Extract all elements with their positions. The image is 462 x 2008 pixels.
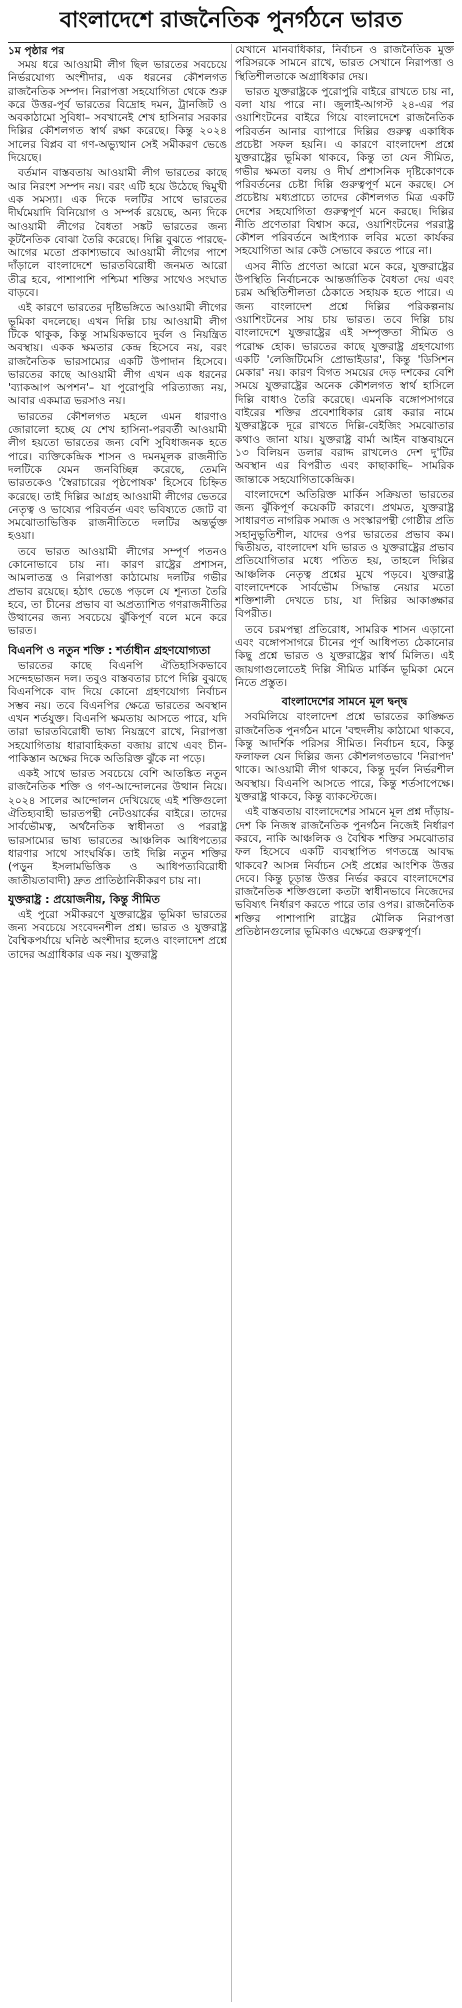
- article-headline: বাংলাদেশে রাজনৈতিক পুনর্গঠনে ভারত: [59, 7, 403, 33]
- paragraph: তবে ভারত আওয়ামী লীগের সম্পূর্ণ পতনও কোনোভাবে চায় না। কারণ রাষ্ট্রের প্রশাসন, আমলাতন্ত্র ও নিরাপত্তা কাঠামোয় দলটির গভীর প্রভাব রয়েছে। হঠাৎ ভেঙে পড়লে যে শূন্যতা তৈরি হবে, তা চীনের প্রভাব বা অপ্রত্যাশিত গণরাজনীতির উত্থানের জন্য সবচেয়ে ঝুঁকিপূর্ণ বলে মনে করে ভারত।: [8, 545, 227, 638]
- paragraph: বর্তমান বাস্তবতায় আওয়ামী লীগ ভারতের কাছে আর নিরংশ সম্পদ নয়। বরং এটি হয়ে উঠেছে দ্বিমুখী এক সমস্যা। এক দিকে দলটির সাথে ভারতের দীর্ঘমেয়াদি বিনিয়োগ ও সম্পর্ক রয়েছে, অন্য দিকে আওয়ামী লীগের বৈধতা সঙ্কট ভারতের জন্য কূটনৈতিক বোঝা তৈরি করেছে। দিল্লি বুঝতে পারছে- আগের মতো প্রকাশ্যভাবে আওয়ামী লীগের পাশে দাঁড়ালে বাংলাদেশে ভারতবিরোধী জনমত আরো তীব্র হবে, পাশাপাশি পশ্চিমা শক্তির সাথেও সংঘাত বাড়বে।: [8, 167, 227, 300]
- paragraph: ভারত যুক্তরাষ্ট্রকে পুরোপুরি বাইরে রাখতে চায় না, বলা যায় পারে না। জুলাই-আগস্ট ২৪-এর পর ওয়াশিংটনের বাইরে গিয়ে বাংলাদেশে রাজনৈতিক পরিবর্তন আনার ব্যাপারে দিল্লির গুরুত্ব একাধিক প্রচেষ্টা সফল হয়নি। এ কারণে বাংলাদেশ প্রশ্নে যুক্তরাষ্ট্রের ভূমিকা থাকবে, কিন্তু তা যেন সীমিত, গভীর ক্ষমতা বলয় ও দীর্ঘ প্রশাসনিক দৃষ্টিকোণকে পরিবর্তনের চেষ্টা দিল্লি গুরুত্বপূর্ণ মনে করছে। সে প্রচেষ্টায় মধ্যপ্রাচ্যে তাদের কৌশলগত মিত্র একটি দেশের সহযোগিতা গুরুত্বপূর্ণ মনে করছে। দিল্লির নীতি প্রণেতারা বিশ্বাস করে, ওয়াশিংটনের পররাষ্ট্র কৌশল পরিবর্তনে আইপ্যাক লবির মতো কার্যকর সহযোগিতা আর কেউ সেভাবে করতে পারে না।: [235, 85, 454, 258]
- headline-rule: [8, 42, 454, 43]
- paragraph: বাংলাদেশে অতিরিক্ত মার্কিন সক্রিয়তা ভারতের জন্য ঝুঁকিপূর্ণ কয়েকটি কারণে। প্রথমত, যুক্তরাষ্ট্র সাধারণত নাগরিক সমাজ ও সংস্কারপন্থী গোষ্ঠীর প্রতি সহানুভূতিশীল, যাদের ওপর ভারতের প্রভাব কম। দ্বিতীয়ত, বাংলাদেশ যদি ভারত ও যুক্তরাষ্ট্রের প্রভাব প্রতিযোগিতার মধ্যে পতিত হয়, তাহলে দিল্লির আঞ্চলিক নেতৃত্ব প্রশ্নের মুখে পড়বে। যুক্তরাষ্ট্র বাংলাদেশকে সার্বভৌম সিদ্ধান্ত নেয়ার মতো শক্তিশালী দেখতে চায়, যা দিল্লির আকাঙ্ক্ষার বিপরীত।: [235, 488, 454, 621]
- column-divider: [231, 44, 232, 2002]
- right-column: [235, 44, 454, 2002]
- paragraph: সময় ধরে আওয়ামী লীগ ছিল ভারতের সবচেয়ে নির্ভরযোগ্য অংশীদার, এক ধরনের কৌশলগত রাজনৈতিক সম্পদ। নিরাপত্তা সহযোগিতা থেকে শুরু করে উত্তর-পূর্ব ভারতের বিদ্রোহ দমন, ট্রানজিট ও অবকাঠামো সুবিধা– সবখানেই শেখ হাসিনার সরকার দিল্লির কৌশলগত স্বার্থ রক্ষা করেছে। কিন্তু ২০২৪ সালের বিপ্লব বা গণ-অভ্যুত্থান সেই সমীকরণ ভেঙে দিয়েছে।: [8, 59, 227, 165]
- paragraph: এই বাস্তবতায় বাংলাদেশের সামনে মূল প্রশ্ন দাঁড়ায়- দেশ কি নিজস্ব রাজনৈতিক পুনর্গঠন নিজেই নির্ধারণ করবে, নাকি আঞ্চলিক ও বৈশ্বিক শক্তির সমঝোতার ফল হিসেবে একটি ব্যবস্থাপিত গণতন্ত্রে আবদ্ধ থাকবে? আসন্ন নির্বাচন সেই প্রশ্নের আংশিক উত্তর দেবে। কিন্তু চূড়ান্ত উত্তর নির্ভর করবে বাংলাদেশের রাজনৈতিক শক্তিগুলো কতটা স্বাধীনভাবে নিজেদের ভবিষ্যৎ নির্ধারণ করতে পারে তার ওপর। রাজনৈতিক শক্তির পাশাপাশি রাষ্ট্রের মৌলিক নিরাপত্তা প্রতিষ্ঠানগুলোর ভূমিকাও এক্ষেত্রে গুরুত্বপূর্ণ।: [235, 806, 454, 938]
- paragraph: এই কারণে ভারতের দৃষ্টিভঙ্গিতে আওয়ামী লীগের ভূমিকা বদলেছে। এখন দিল্লি চায় আওয়ামী লীগ টিকে থাকুক, কিন্তু সাময়িকভাবে দুর্বল ও নিয়ন্ত্রিত অবস্থায়। একক ক্ষমতার কেন্দ্র হিসেবে নয়, বরং রাজনৈতিক ভারসাম্যের একটি উপাদান হিসেবে। ভারতের কাছে আওয়ামী লীগ এখন এক ধরনের 'ব্যাকআপ অপশন'– যা পুরোপুরি পরিত্যাজ্য নয়, আবার একমাত্র ভরসাও নয়।: [8, 302, 227, 408]
- paragraph: ভারতের কাছে বিএনপি ঐতিহাসিকভাবে সন্দেহভাজন দল। তবুও বাস্তবতার চাপে দিল্লি বুঝছে বিএনপিকে বাদ দিয়ে কোনো গ্রহণযোগ্য নির্বাচন সম্ভব নয়। তবে বিএনপির ক্ষেত্রে ভারতের অবস্থান এখন শর্তযুক্ত। বিএনপি ক্ষমতায় আসতে পারে, যদি তারা ভারতবিরোধী ভাষ্য নিয়ন্ত্রণে রাখে, নিরাপত্তা সহযোগিতায় ধারাবাহিকতা বজায় রাখে এবং চীন-পাকিস্তান অক্ষের দিকে অতিরিক্ত ঝুঁকে না পড়ে।: [8, 659, 227, 765]
- paragraph: যেখানে মানবাধিকার, নির্বাচন ও রাজনৈতিক মুক্ত পরিসরকে সামনে রাখে, ভারত সেখানে নিরাপত্তা ও স্থিতিশীলতাকে অগ্রাধিকার দেয়।: [235, 44, 454, 83]
- paragraph: একই সাথে ভারত সবচেয়ে বেশি আতঙ্কিত নতুন রাজনৈতিক শক্তি ও গণ-আন্দোলনের উত্থান নিয়ে। ২০২৪ সালের আন্দোলন দেখিয়েছে এই শক্তিগুলো ঐতিহ্যবাহী ভারতপন্থী নেটওয়ার্কের বাইরে। তাদের সার্বভৌমত্ব, অর্থনৈতিক স্বাধীনতা ও পররাষ্ট্র ভারসাম্যের ভাষ্য ভারতের আঞ্চলিক আধিপত্যের ধারণার সাথে সাংঘর্ষিক। তাই দিল্লি নতুন শক্তির (পড়ুন ইসলামভিত্তিক ও আধিপত্যবিরোধী জাতীয়তাবাদী) দ্রুত প্রাতিষ্ঠানিকীকরণ চায় না।: [8, 768, 227, 887]
- left-column: [8, 44, 227, 2002]
- article-body: [8, 44, 454, 2002]
- subheading: বাংলাদেশের সামনে মূল দ্বন্দ্ব: [281, 695, 408, 709]
- continuation-label: ১ম পৃষ্ঠার পর: [8, 45, 65, 57]
- paragraph: ভারতের কৌশলগত মহলে এমন ধারণাও জোরালো হচ্ছে যে শেখ হাসিনা-পরবর্তী আওয়ামী লীগ হয়তো ভারতের জন্য বেশি সুবিধাজনক হতে পারে। ব্যক্তিকেন্দ্রিক শাসন ও দমনমূলক রাজনীতি দলটিকে যেমন জনবিচ্ছিন্ন করেছে, তেমনি ভারতকেও 'স্বৈরাচারের পৃষ্ঠপোষক' হিসেবে চিহ্নিত করেছে। তাই দিল্লির আগ্রহ আওয়ামী লীগের ভেতরে নেতৃত্ব ও ভাষ্যের পরিবর্তন এবং ভবিষ্যতে জোট বা সমঝোতাভিত্তিক রাজনীতিতে দলটির অন্তর্ভুক্ত হওয়া।: [8, 410, 227, 543]
- subheading: বিএনপি ও নতুন শক্তি : শর্তাধীন গ্রহণযোগ্যতা: [8, 643, 211, 657]
- paragraph: এই পুরো সমীকরণে যুক্তরাষ্ট্রের ভূমিকা ভারতের জন্য সবচেয়ে সংবেদনশীল প্রশ্ন। ভারত ও যুক্তরাষ্ট্র বৈশ্বিকপর্যায়ে ঘনিষ্ঠ অংশীদার হলেও বাংলাদেশ প্রশ্নে তাদের অগ্রাধিকার এক নয়। যুক্তরাষ্ট্র: [8, 908, 227, 961]
- paragraph: এসব নীতি প্রণেতা আরো মনে করে, যুক্তরাষ্ট্রের উপস্থিতি নির্বাচনকে আন্তর্জাতিক বৈধতা দেয় এবং চরম অস্থিতিশীলতা ঠেকাতে সহায়ক হতে পারে। এ জন্য বাংলাদেশ প্রশ্নে দিল্লির পরিকল্পনায় ওয়াশিংটনের সায় চায় ভারত। তবে দিল্লি চায় বাংলাদেশে যুক্তরাষ্ট্রের এই সম্পৃক্ততা সীমিত ও পরোক্ষ হোক। ভারতের কাছে যুক্তরাষ্ট্র গ্রহণযোগ্য একটি 'লেজিটিমেসি প্রোভাইডার', কিন্তু 'ডিসিশন মেকার' নয়। কারণ বিগত সময়ের দেড় দশকের বেশি সময়ে যুক্তরাষ্ট্রের অনেক কৌশলগত স্বার্থ হাসিলে দিল্লি বাধাও তৈরি করেছে। এমনকি বঙ্গোপসাগরে বাইরের শক্তির প্রবেশাধিকার রোধ করার নামে যুক্তরাষ্ট্রকে দূরে রাখতে দিল্লি-বেইজিং সমঝোতার কথাও জানা যায়। যুক্তরাষ্ট্র বার্মা আইন বাস্তবায়নে ১৩ বিলিয়ন ডলার বরাদ্দ রাখলেও দেশ দু'টির অবস্থান এর বিপরীত এবং কাছাকাছি– সামরিক জান্তাকে সহযোগিতাকেন্দ্রিক।: [235, 260, 454, 486]
- paragraph: তবে চরমপন্থা প্রতিরোধ, সামরিক শাসন এড়ানো এবং বঙ্গোপসাগরে চীনের পূর্ণ আধিপত্য ঠেকানোর কিছু প্রশ্নে ভারত ও যুক্তরাষ্ট্রের স্বার্থ মিলিত। এই জায়গাগুলোতেই দিল্লি সীমিত মার্কিন ভূমিকা মেনে নিতে প্রস্তুত।: [235, 623, 454, 689]
- paragraph: সবমিলিয়ে বাংলাদেশ প্রশ্নে ভারতের কাঙ্ক্ষিত রাজনৈতিক পুনর্গঠন মানে 'বহুদলীয় কাঠামো থাকবে, কিন্তু আদর্শিক পরিসর সীমিত। নির্বাচন হবে, কিন্তু ফলাফল যেন দিল্লির জন্য কৌশলগতভাবে 'নিরাপদ' থাকে। আওয়ামী লীগ থাকবে, কিন্তু দুর্বল নির্ভরশীল অবস্থায়। বিএনপি আসতে পারে, কিন্তু শর্তসাপেক্ষে। যুক্তরাষ্ট্র থাকবে, কিন্তু ব্যাকস্টেজে।: [235, 711, 454, 804]
- subheading: যুক্তরাষ্ট্র : প্রয়োজনীয়, কিন্তু সীমিত: [8, 892, 160, 906]
